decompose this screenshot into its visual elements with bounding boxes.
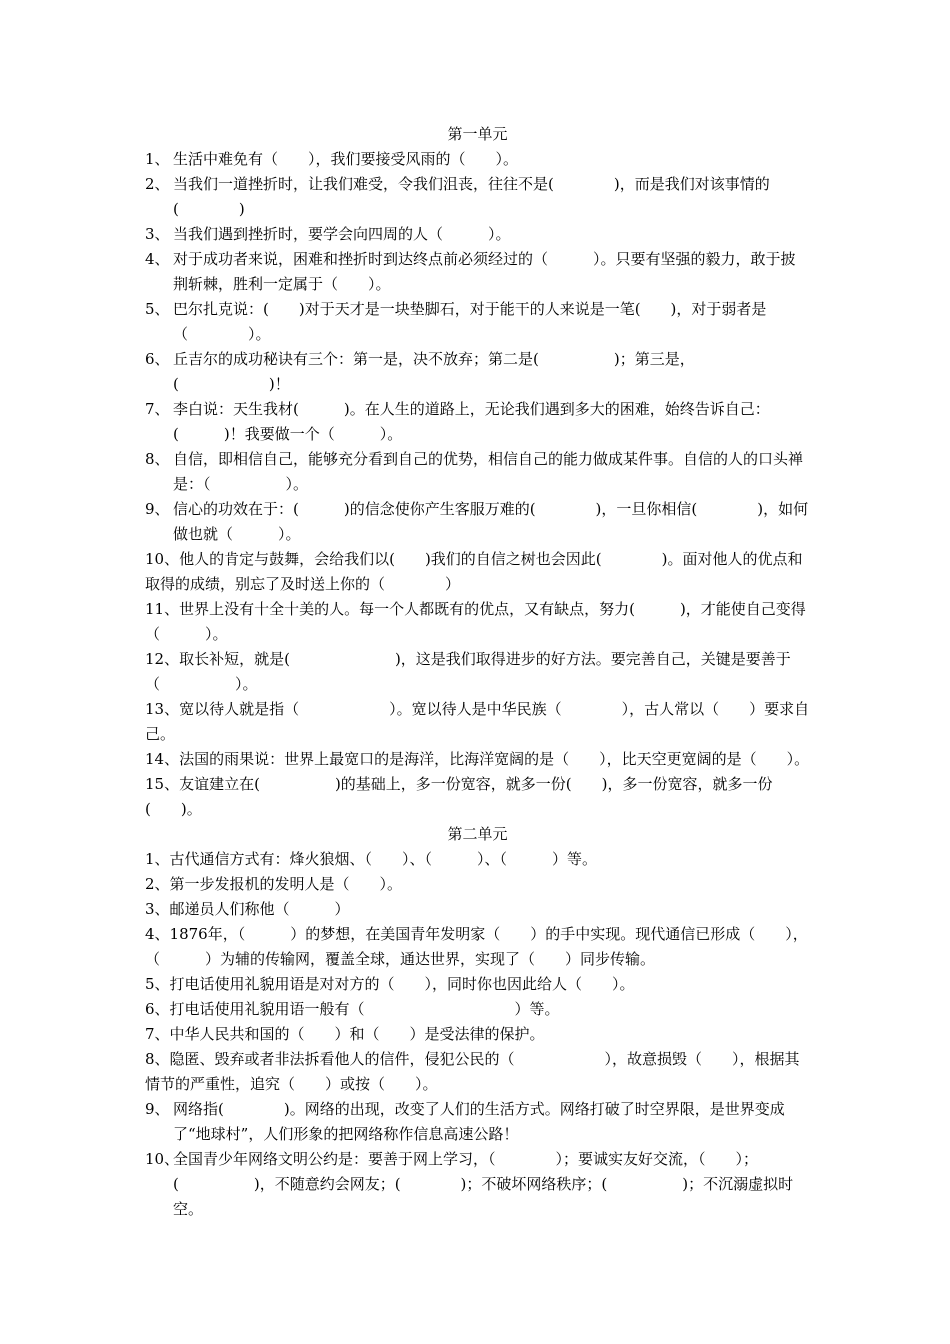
- question-text: 丘吉尔的成功秘诀有三个：第一是，决不放弃；第二是( )；第三是，( )！: [173, 350, 695, 393]
- question-item: [145, 872, 810, 897]
- question-number: 15、: [145, 775, 180, 793]
- question-item: [145, 222, 810, 247]
- document-page: [145, 122, 810, 1222]
- question-number: 13、: [145, 700, 180, 718]
- question-text: 古代通信方式有：烽火狼烟、（ ）、（ ）、（ ）等。: [169, 850, 598, 868]
- question-text: 他人的肯定与鼓舞，会给我们以( )我们的自信之树也会因此( )。面对他人的优点和取得的成绩，别忘了及时送上你的（ ）: [145, 550, 803, 593]
- question-number: 2、: [145, 175, 170, 193]
- question-number: 5、: [145, 975, 170, 993]
- question-item: [145, 997, 810, 1022]
- question-item: [145, 297, 810, 347]
- question-text: 1876年，（ ）的梦想，在美国青年发明家（ ）的手中实现。现代通信已形成（ ），（ ）为辅的传输网，覆盖全球，通达世界，实现了（ ）同步传输。: [145, 925, 808, 968]
- question-item: [145, 922, 810, 972]
- question-item: [145, 597, 810, 647]
- question-number: 8、: [145, 450, 170, 468]
- question-number: 6、: [145, 350, 170, 368]
- question-text: 取长补短，就是( )，这是我们取得进步的好方法。要完善自己，关键是要善于（ ）。: [145, 650, 791, 693]
- question-item: [145, 247, 810, 297]
- question-number: 1、: [145, 150, 170, 168]
- question-number: 1、: [145, 850, 170, 868]
- question-item: [145, 447, 810, 497]
- question-text: 对于成功者来说，困难和挫折时到达终点前必须经过的（ ）。只要有坚强的毅力，敢于披荆斩棘，胜利一定属于（ ）。: [173, 250, 796, 293]
- question-text: 全国青少年网络文明公约是：要善于网上学习，（ ）；要诚实友好交流，（ ）；( )，不随意约会网友；( )；不破坏网络秩序；( )；不沉溺虚拟时空。: [173, 1150, 794, 1218]
- question-number: 14、: [145, 750, 180, 768]
- question-item: [145, 1047, 810, 1097]
- question-item: [145, 1097, 810, 1147]
- question-number: 12、: [145, 650, 180, 668]
- question-item: [145, 897, 810, 922]
- question-number: 2、: [145, 875, 170, 893]
- question-text: 邮递员人们称他（ ）: [169, 900, 350, 918]
- unit-title: 第二单元: [447, 825, 508, 843]
- question-number: 6、: [145, 1000, 170, 1018]
- question-item: [145, 547, 810, 597]
- question-item: [145, 1147, 810, 1222]
- question-text: 法国的雨果说：世界上最宽口的是海洋，比海洋宽阔的是（ ），比天空更宽阔的是（ ）。: [179, 750, 810, 768]
- question-number: 9、: [145, 500, 170, 518]
- question-number: 5、: [145, 300, 170, 318]
- question-text: 中华人民共和国的（ ）和（ ）是受法律的保护。: [169, 1025, 545, 1043]
- question-text: 打电话使用礼貌用语是对对方的（ ），同时你也因此给人（ ）。: [169, 975, 635, 993]
- question-text: 打电话使用礼貌用语一般有（ ）等。: [169, 1000, 560, 1018]
- question-text: 自信，即相信自己，能够充分看到自己的优势，相信自己的能力做成某件事。自信的人的口头禅是：（ ）。: [173, 450, 804, 493]
- question-text: 第一步发报机的发明人是（ ）。: [169, 875, 403, 893]
- question-text: 生活中难免有（ ），我们要接受风雨的（ ）。: [173, 150, 519, 168]
- question-number: 3、: [145, 225, 170, 243]
- question-item: [145, 347, 810, 397]
- question-number: 11、: [145, 600, 180, 618]
- question-number: 8、: [145, 1050, 170, 1068]
- question-number: 9、: [145, 1100, 170, 1118]
- unit-title: 第一单元: [447, 125, 508, 143]
- question-item: [145, 497, 810, 547]
- question-item: [145, 847, 810, 872]
- question-number: 7、: [145, 1025, 170, 1043]
- question-item: [145, 697, 810, 747]
- question-item: [145, 747, 810, 772]
- question-item: [145, 772, 810, 822]
- question-item: [145, 172, 810, 222]
- question-text: 宽以待人就是指（ ）。宽以待人是中华民族（ ），古人常以（ ）要求自己。: [145, 700, 810, 743]
- question-item: [145, 397, 810, 447]
- question-number: 10、: [145, 550, 180, 568]
- question-number: 10、: [145, 1150, 180, 1168]
- question-text: 信心的功效在于：( )的信念使你产生客服万难的( )，一旦你相信( )，如何做也就（ ）。: [173, 500, 809, 543]
- question-text: 当我们一道挫折时，让我们难受，令我们沮丧，往往不是( )，而是我们对该事情的( ): [173, 175, 770, 218]
- question-text: 世界上没有十全十美的人。每一个人都既有的优点，又有缺点，努力( )，才能使自己变得（ ）。: [145, 600, 806, 643]
- question-text: 当我们遇到挫折时，要学会向四周的人（ ）。: [173, 225, 511, 243]
- question-number: 4、: [145, 250, 170, 268]
- question-number: 4、: [145, 925, 170, 943]
- question-number: 3、: [145, 900, 170, 918]
- question-text: 巴尔扎克说：( )对于天才是一块垫脚石，对于能干的人来说是一笔( )，对于弱者是（ ）。: [173, 300, 767, 343]
- question-item: [145, 147, 810, 172]
- question-item: [145, 647, 810, 697]
- question-text: 友谊建立在( )的基础上，多一份宽容，就多一份( )，多一份宽容，就多一份( )。: [145, 775, 773, 818]
- question-number: 7、: [145, 400, 170, 418]
- question-text: 李白说：天生我材( )。在人生的道路上，无论我们遇到多大的困难，始终告诉自己：( )！我要做一个（ ）。: [173, 400, 770, 443]
- question-text: 隐匿、毁弃或者非法拆看他人的信件，侵犯公民的（ ），故意损毁（ ），根据其情节的严重性，追究（ ）或按（ ）。: [145, 1050, 800, 1093]
- question-item: [145, 972, 810, 997]
- question-item: [145, 1022, 810, 1047]
- question-text: 网络指( )。网络的出现，改变了人们的生活方式。网络打破了时空界限，是世界变成了“地球村”，人们形象的把网络称作信息高速公路！: [173, 1100, 785, 1143]
